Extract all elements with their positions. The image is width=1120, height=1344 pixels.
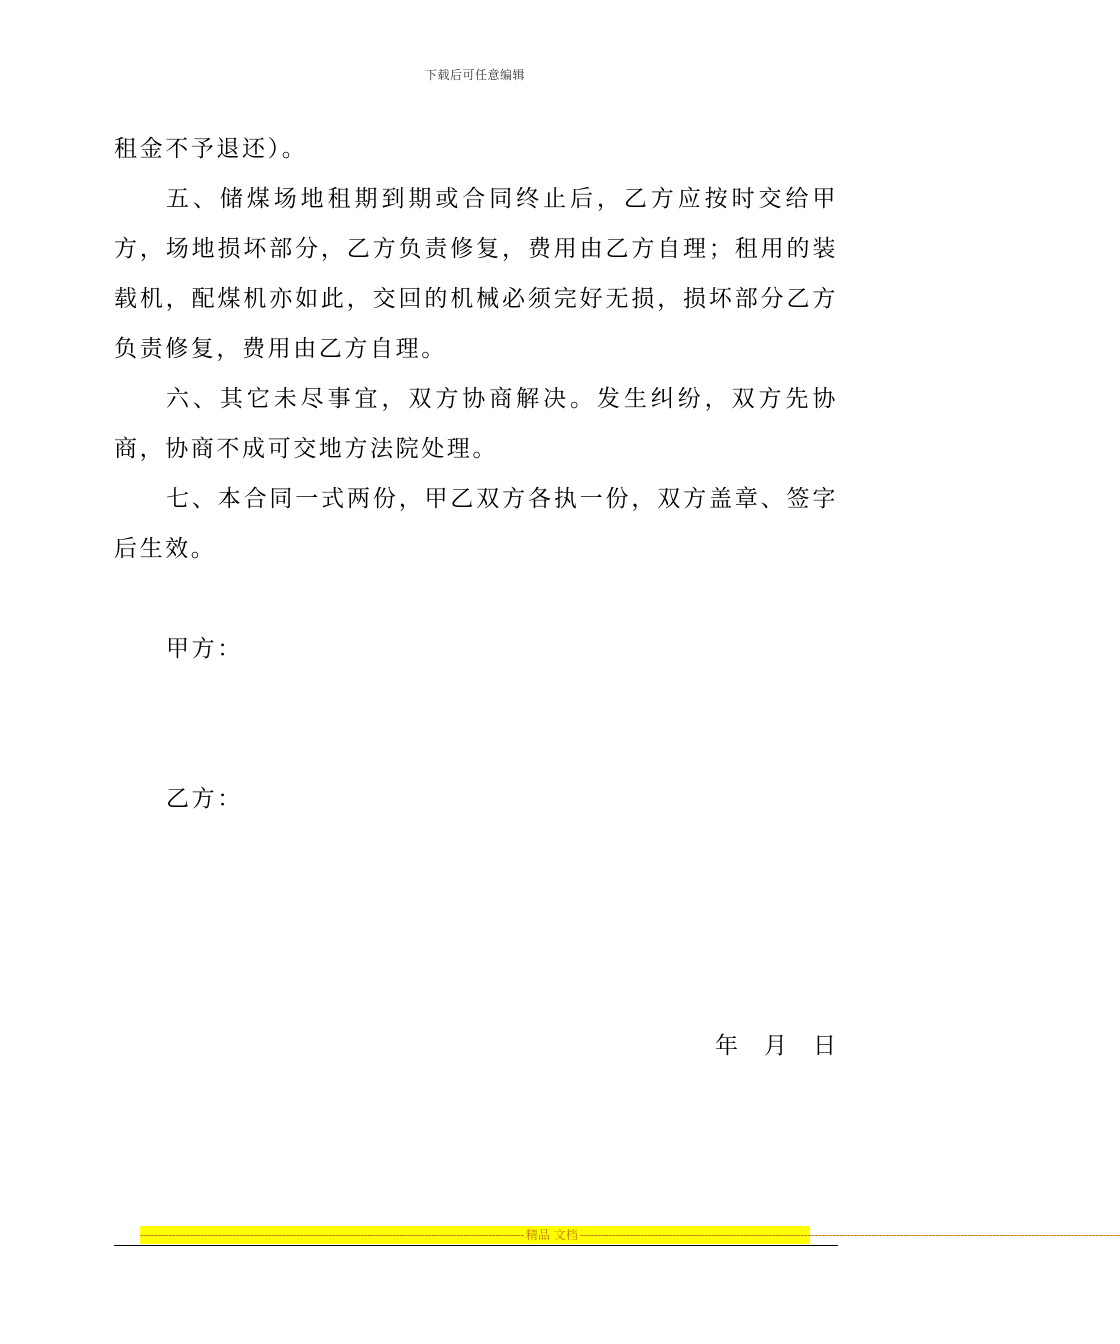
paragraph-clause-7: 七、本合同一式两份，甲乙双方各执一份，双方盖章、签字后生效。 xyxy=(114,486,838,562)
date-line xyxy=(715,1027,836,1060)
paragraph-continuation: 租金不予退还）。 xyxy=(114,136,308,162)
date-day: 日 xyxy=(813,1033,836,1059)
footer-dashes-left: ------------------------------------------------------------------------------------------------------------ xyxy=(140,1228,524,1242)
footer-dashes-right: -------------------------------------------------------------------------------------------------------------------------------------------------------- xyxy=(579,1228,1120,1242)
party-a-signature-label: 甲方： xyxy=(166,636,243,662)
party-b-signature-label: 乙方： xyxy=(166,786,243,812)
paragraph-clause-5: 五、储煤场地租期到期或合同终止后，乙方应按时交给甲方，场地损坏部分，乙方负责修复，费用由乙方自理；租用的装载机，配煤机亦如此，交回的机械必须完好无损，损坏部分乙方负责修复，费用由乙方自理。 xyxy=(114,186,838,362)
header-note: 下载后可任意编辑 xyxy=(424,68,525,82)
contract-body xyxy=(114,124,838,574)
paragraph-clause-6: 六、其它未尽事宜，双方协商解决。发生纠纷，双方先协商，协商不成可交地方法院处理。 xyxy=(114,386,838,462)
date-month: 月 xyxy=(764,1033,787,1059)
footer-label: 精品 文档 xyxy=(525,1228,578,1242)
footer-banner xyxy=(140,1226,1120,1244)
date-year: 年 xyxy=(715,1033,738,1059)
footer-rule xyxy=(114,1245,838,1246)
